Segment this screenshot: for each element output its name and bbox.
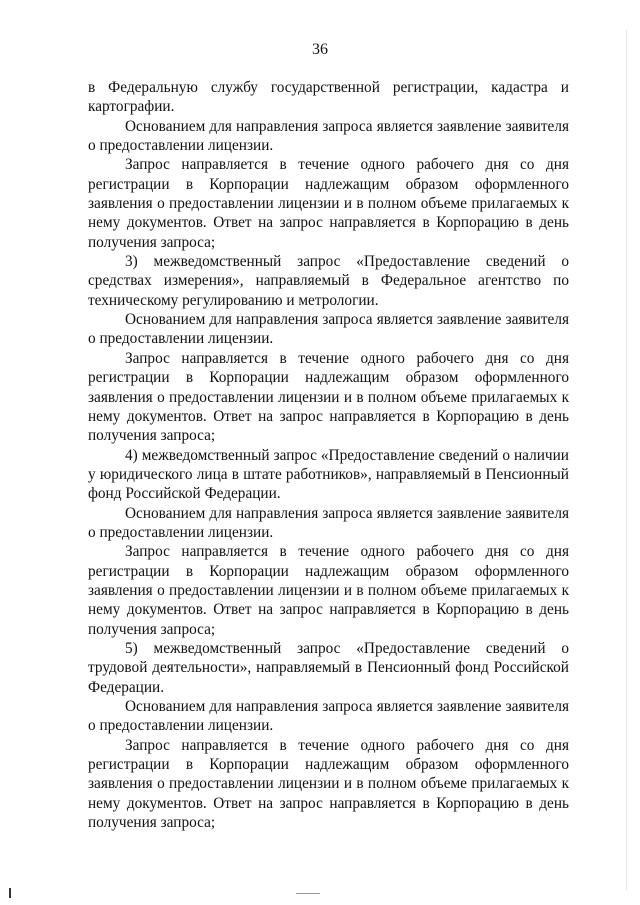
scan-artifact-line	[296, 893, 320, 894]
paragraph-continuation: в Федеральную службу государственной регистрации, кадастра и картографии.	[88, 79, 569, 116]
paragraph: Запрос направляется в течение одного рабочего дня со дня регистрации в Корпорации надлежащим образом оформленного заявления о предоставлении лицензии и в полном объеме прилагаемых к нему документов. Ответ на запрос направляется в Корпорацию в день получения запроса;	[88, 349, 569, 445]
paragraph: Запрос направляется в течение одного рабочего дня со дня регистрации в Корпорации надлежащим образом оформленного заявления о предоставлении лицензии и в полном объеме прилагаемых к нему документов. Ответ на запрос направляется в Корпорацию в день получения запроса;	[88, 156, 569, 251]
scan-artifact-mark	[9, 888, 11, 898]
paragraph: Основанием для направления запроса является заявление заявителя о предоставлении лицензии.	[88, 311, 569, 348]
document-body	[88, 78, 569, 832]
paragraph-item-4: 4) межведомственный запрос «Предоставление сведений о наличии у юридического лица в штате работников», направляемый в Пенсионный фонд Российской Федерации.	[88, 446, 569, 503]
paragraph: Запрос направляется в течение одного рабочего дня со дня регистрации в Корпорации надлежащим образом оформленного заявления о предоставлении лицензии и в полном объеме прилагаемых к нему документов. Ответ на запрос направляется в Корпорацию в день получения запроса;	[88, 736, 569, 832]
paragraph: Основанием для направления запроса является заявление заявителя о предоставлении лицензии.	[88, 504, 569, 541]
paragraph-item-5: 5) межведомственный запрос «Предоставление сведений о трудовой деятельности», направляемый в Пенсионный фонд Российской Федерации.	[88, 639, 569, 696]
paragraph: Основанием для направления запроса является заявление заявителя о предоставлении лицензии.	[88, 117, 569, 155]
scan-edge-line	[626, 30, 627, 890]
paragraph: Запрос направляется в течение одного рабочего дня со дня регистрации в Корпорации надлежащим образом оформленного заявления о предоставлении лицензии и в полном объеме прилагаемых к нему документов. Ответ на запрос направляется в Корпорацию в день получения запроса;	[88, 543, 569, 638]
paragraph: Основанием для направления запроса является заявление заявителя о предоставлении лицензии.	[88, 698, 569, 735]
page-number: 36	[312, 41, 328, 58]
paragraph-item-3: 3) межведомственный запрос «Предоставление сведений о средствах измерения», направляемый в Федеральное агентство по техническому регулированию и метрологии.	[88, 253, 569, 309]
